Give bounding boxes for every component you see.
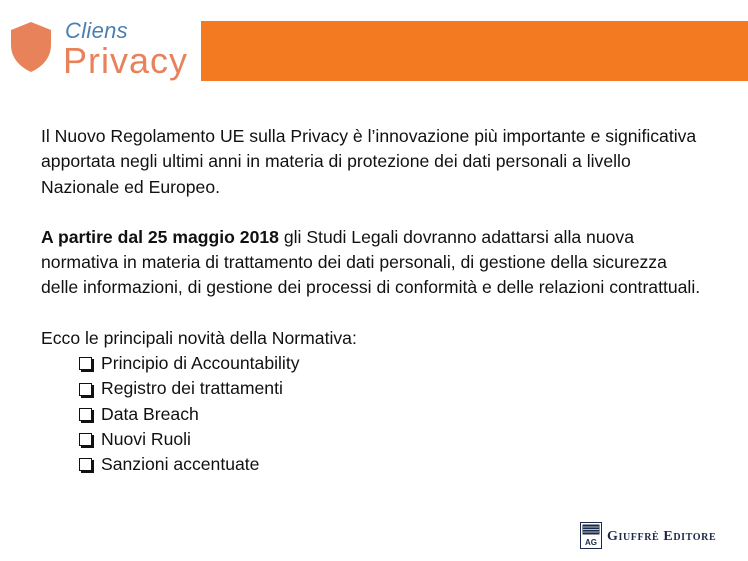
list-heading: Ecco le principali novità della Normativa: (41, 327, 357, 348)
publisher-name: Giuffrè Editore (607, 529, 717, 544)
intro-paragraph: Il Nuovo Regolamento UE sulla Privacy è l’innovazione più importante e significativa apportata negli ultimi anni in materia di protezione dei dati personali a livello Nazionale ed Europeo. (41, 126, 697, 197)
list-item-label: Data Breach (101, 403, 199, 424)
shield-icon (10, 21, 52, 73)
list-item-label: Registro dei trattamenti (101, 378, 283, 399)
list-item (77, 402, 701, 427)
list-item-label: Sanzioni accentuate (101, 454, 260, 475)
checkbox-icon (79, 433, 92, 446)
lead-date: A partire dal 25 maggio 2018 (41, 226, 279, 247)
list-item (77, 376, 701, 401)
spacer (41, 200, 701, 225)
checkbox-icon (79, 458, 92, 471)
lead-text: gli Studi Legali dovranno adattarsi alla nuova normativa in materia di trattamento dei dati personali, di gestione della sicurezza delle informazioni, di gestione dei processi di conformità e delle relazioni contrattuali. (41, 226, 701, 298)
spacer (41, 301, 701, 326)
publisher-mark-text: AG (585, 538, 597, 547)
checkbox-icon (79, 383, 92, 396)
lead-paragraph (41, 225, 701, 301)
cliens-privacy-logo (10, 18, 200, 84)
list-item (77, 452, 701, 477)
brand-main: Privacy (63, 40, 189, 81)
list-item (77, 427, 701, 452)
list-item (77, 351, 701, 376)
list-item-label: Principio di Accountability (101, 353, 300, 374)
publisher-logo (580, 522, 740, 550)
list-item-label: Nuovi Ruoli (101, 428, 191, 449)
checkbox-icon (79, 357, 92, 370)
header-bar (201, 21, 748, 81)
novita-list (41, 351, 701, 477)
publisher-mark-icon (580, 522, 602, 549)
brand-top: Cliens (65, 18, 128, 43)
checkbox-icon (79, 408, 92, 421)
slide-body (41, 124, 701, 478)
